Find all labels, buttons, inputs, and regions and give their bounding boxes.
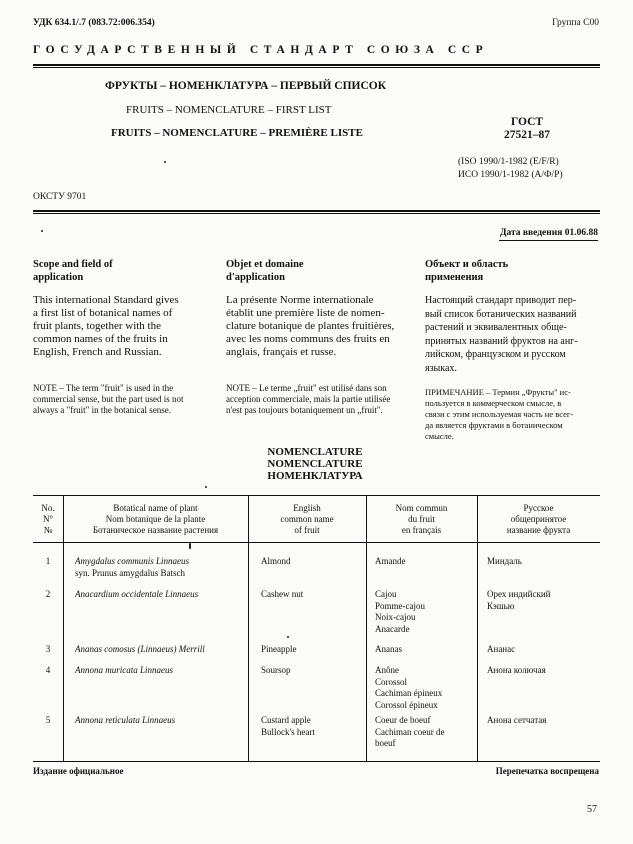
header-rule — [33, 64, 600, 66]
english-name: Soursop — [261, 665, 291, 675]
row-number: 3 — [45, 644, 51, 654]
title-french: FRUITS – NOMENCLATURE – PREMIÈRE LISTE — [111, 127, 363, 139]
french-name: Anône Corossol Cachiman épineux Corossol épineux — [375, 665, 443, 710]
russian-name: Орех индийский Кэшью — [487, 589, 551, 611]
table-header-rule — [33, 542, 600, 543]
note-english: NOTE – The term "fruit" is used in the commercial sense, but the part used is not always a "fruit" in the botanical sense. — [33, 383, 184, 415]
udk-code: УДК 634.1/.7 (083.72:006.354) — [33, 18, 155, 28]
title-english: FRUITS – NOMENCLATURE – FIRST LIST — [126, 104, 332, 116]
okstu-code: ОКСТУ 9701 — [33, 192, 87, 202]
col-header-english: English common name of fruit — [280, 503, 334, 535]
table-bottom-rule — [33, 761, 600, 762]
row-number: 2 — [45, 589, 51, 599]
col-header-number: No. N° № — [41, 503, 55, 535]
russian-name: Анона колючая — [487, 665, 546, 675]
french-name: Cajou Pomme-cajou Noix-cajou Anacarde — [375, 589, 425, 634]
state-standard-title: ГОСУДАРСТВЕННЫЙ СТАНДАРТ СОЮЗА ССР — [33, 44, 489, 56]
iso-line-1: (ISO 1990/1-1982 (E/F/R) — [458, 157, 559, 167]
scope-english — [33, 258, 213, 416]
iso-line-2: ИСО 1990/1-1982 (А/Ф/Р) — [458, 170, 563, 180]
french-name: Amande — [375, 556, 406, 566]
russian-name: Ананас — [487, 644, 516, 654]
scope-body-french: La présente Norme internationale établit une première liste de nomen- clature botanique de plantes fruitières, avec les noms communs des fruits en anglais, français et russe. — [226, 294, 395, 358]
scope-heading-english: Scope and field of application — [33, 259, 113, 283]
botanical-name: Annona reticulata Linnaeus — [75, 715, 176, 725]
botanical-name: Annona muricata Linnaeus — [75, 665, 173, 675]
header-rule-thin — [33, 67, 600, 68]
russian-name: Анона сетчатая — [487, 715, 547, 725]
section-rule — [33, 210, 600, 212]
botanical-name: Amygdalus communis Linnaeus syn. Prunus amygdalus Batsch — [75, 556, 189, 578]
russian-name: Миндаль — [487, 556, 522, 566]
english-name: Almond — [261, 556, 291, 566]
english-name: Pineapple — [261, 644, 297, 654]
french-name: Coeur de boeuf Cachiman coeur de boeuf — [375, 715, 445, 748]
speck — [205, 486, 207, 488]
row-number: 4 — [45, 665, 51, 675]
col-header-russian: Русское общепринятое название фрукта — [506, 503, 571, 535]
row-number: 1 — [45, 556, 51, 566]
scope-french — [226, 258, 411, 416]
english-name: Custard apple Bullock's heart — [261, 715, 315, 737]
iso-reference — [458, 156, 563, 182]
french-name: Ananas — [375, 644, 402, 654]
scope-heading-russian: Объект и область применения — [425, 259, 509, 283]
speck — [164, 161, 166, 163]
english-name: Cashew nut — [261, 589, 304, 599]
gost-block — [497, 116, 557, 142]
scope-body-russian: Настоящий стандарт приводит пер- вый список ботанических названий растений и эквивалентных обще- принятых названий фруктов на анг- лийском, французском и русском языках. — [425, 295, 578, 374]
reprint-prohibited: Перепечатка воспрещена — [495, 766, 599, 776]
scope-heading-french: Objet et domaine d'application — [226, 259, 304, 283]
note-french: NOTE – Le terme „fruit" est utilisé dans son acception commerciale, mais la partie utilisée n'est pas toujours botaniquement un „fruit". — [226, 383, 391, 415]
gost-label: ГОСТ — [510, 116, 544, 128]
speck — [287, 636, 289, 638]
row-number: 5 — [45, 715, 51, 725]
col-header-french: Nom commun du fruit en français — [395, 503, 448, 535]
speck — [189, 543, 191, 549]
introduction-date-underline — [499, 240, 598, 241]
speck — [41, 230, 43, 232]
gost-number: 27521–87 — [504, 129, 550, 141]
scope-russian — [425, 258, 603, 442]
scope-body-english: This international Standard gives a first list of botanical names of fruit plants, together with the common names of the fruits in English, French and Russian. — [33, 294, 179, 358]
page-number: 57 — [587, 804, 597, 815]
botanical-name: Anacardium occidentale Linnaeus — [75, 589, 199, 599]
introduction-date: Дата введения 01.06.88 — [499, 228, 598, 238]
official-edition: Издание официальное — [33, 766, 124, 776]
table-top-rule — [33, 495, 600, 496]
col-header-botanical: Botatical name of plant Nom botanique de la plante Ботаническое название растения — [92, 503, 219, 535]
note-russian: ПРИМЕЧАНИЕ – Термин „Фрукты" ис- пользуется в коммерческом смысле, в связи с этим используемая часть не всег- да является фруктами в ботаническом смысле. — [425, 387, 574, 441]
group-code: Группа С00 — [552, 18, 599, 28]
section-rule-thin — [33, 213, 600, 214]
title-russian: ФРУКТЫ – НОМЕНКЛАТУРА – ПЕРВЫЙ СПИСОК — [105, 80, 387, 92]
nomenclature-heading: NOMENCLATURE NOMENCLATURE НОМЕНКЛАТУРА — [267, 446, 363, 482]
botanical-name: Ananas comosus (Linnaeus) Merrill — [75, 644, 205, 654]
